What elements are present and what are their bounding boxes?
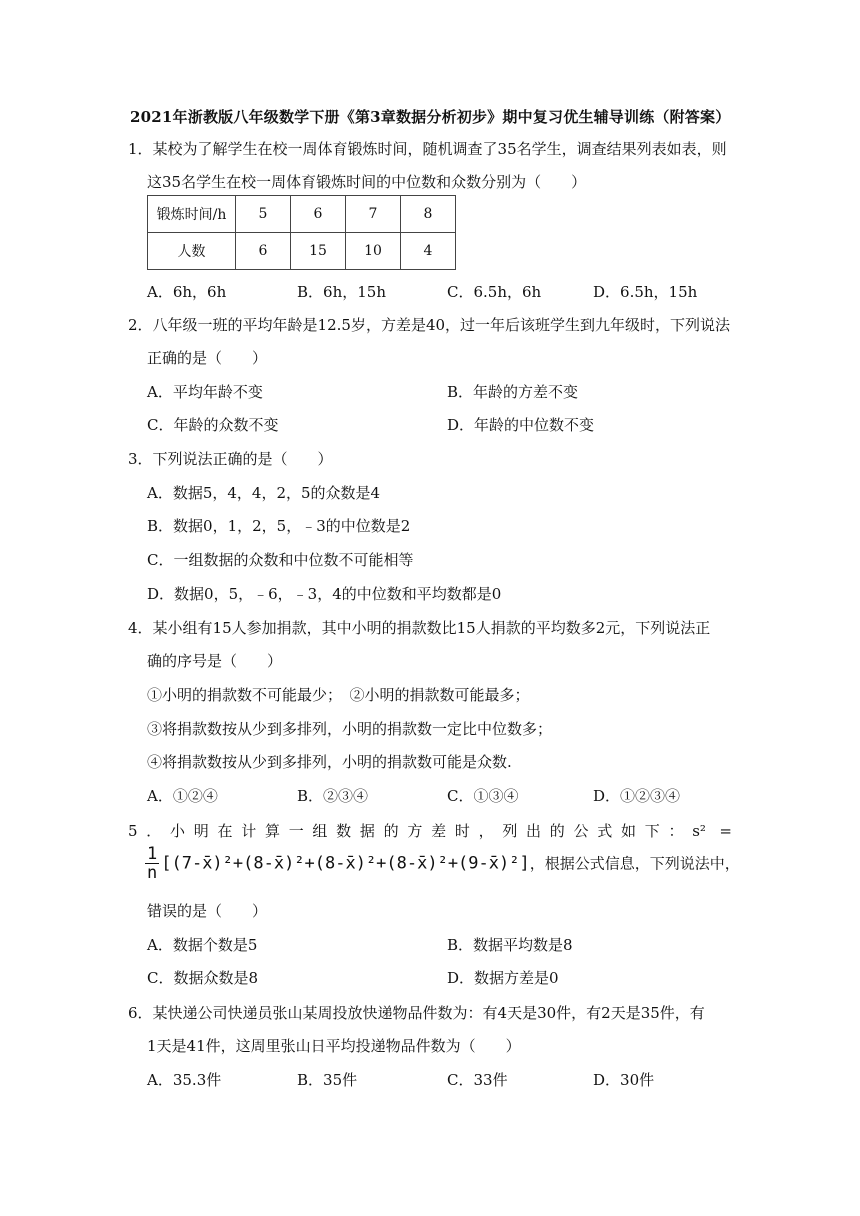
formula-denominator: n [147,863,158,883]
table-cell: 7 [346,196,401,233]
q1-line2: 这35名学生在校一周体育锻炼时间的中位数和众数分别为（ ） [147,173,587,191]
q6-option-a: A．35.3件 [147,1071,222,1089]
q4-statement-3: ③将捐款数按从少到多排列，小明的捐款数一定比中位数多； [147,720,553,738]
q5-line3: 错误的是（ ） [147,902,268,920]
table-cell: 6 [291,196,346,233]
q2-option-b: B．年龄的方差不变 [447,383,579,401]
q1-option-a: A．6h，6h [147,283,227,301]
q6-line2: 1天是41件，这周里张山日平均投递物品件数为（ ） [147,1037,521,1055]
q5-option-a: A．数据个数是5 [147,936,258,954]
q3-option-b: B．数据0，1，2，5，﹣3的中位数是2 [147,517,411,535]
table-cell: 4 [401,233,456,270]
table-cell: 8 [401,196,456,233]
formula-numerator: 1 [147,844,158,864]
q3-option-a: A．数据5，4，4，2，5的众数是4 [147,484,381,502]
q4-line1: 4．某小组有15人参加捐款，其中小明的捐款数比15人捐款的平均数多2元，下列说法正 [128,619,711,637]
q2-line2: 正确的是（ ） [147,349,268,367]
exercise-time-table [147,195,456,270]
q3-option-d: D．数据0，5，﹣6，﹣3，4的中位数和平均数都是0 [147,585,502,603]
q2-line1: 2．八年级一班的平均年龄是12.5岁，方差是40，过一年后该班学生到九年级时，下列说法 [128,316,731,334]
q5-option-b: B．数据平均数是8 [447,936,573,954]
table-cell: 15 [291,233,346,270]
q5-line1: 5．小明在计算一组数据的方差时，列出的公式如下：s² = [128,822,732,840]
q5-line2-tail: ，根据公式信息，下列说法中， [529,854,740,873]
q4-option-d: D．①②③④ [593,787,681,805]
q5-option-d: D．数据方差是0 [447,969,559,987]
variance-formula [145,845,740,882]
table-cell: 5 [236,196,291,233]
q5-option-c: C．数据众数是8 [147,969,259,987]
q3-option-c: C．一组数据的众数和中位数不可能相等 [147,551,414,569]
q6-line1: 6．某快递公司快递员张山某周投放快递物品件数为：有4天是30件，有2天是35件，有 [128,1004,705,1022]
q6-option-b: B．35件 [297,1071,358,1089]
formula-fraction [145,845,159,882]
q3-line1: 3．下列说法正确的是（ ） [128,450,333,468]
formula-body: [(7-x̄)²+(8-x̄)²+(8-x̄)²+(8-x̄)²+(9-x̄)²] [161,853,530,874]
q4-option-b: B．②③④ [297,787,369,805]
q2-option-d: D．年龄的中位数不变 [447,416,595,434]
q1-option-c: C．6.5h，6h [447,283,542,301]
q4-option-a: A．①②④ [147,787,218,805]
q4-statement-1-2: ①小明的捐款数不可能最少； ②小明的捐款数可能最多； [147,686,530,704]
q1-option-d: D．6.5h，15h [593,283,698,301]
table-cell: 10 [346,233,401,270]
q1-line1: 1．某校为了解学生在校一周体育锻炼时间，随机调查了35名学生，调查结果列表如表，则 [128,140,727,158]
table-header-cell: 锻炼时间/h [148,196,236,233]
q4-line2: 确的序号是（ ） [147,652,283,670]
table-header-cell: 人数 [148,233,236,270]
table-row [148,233,456,270]
q1-option-b: B．6h，15h [297,283,386,301]
q4-option-c: C．①③④ [447,787,519,805]
q4-statement-4: ④将捐款数按从少到多排列，小明的捐款数可能是众数. [147,753,512,771]
table-row [148,196,456,233]
q2-option-a: A．平均年龄不变 [147,383,263,401]
q2-option-c: C．年龄的众数不变 [147,416,279,434]
q6-option-c: C．33件 [447,1071,508,1089]
table-cell: 6 [236,233,291,270]
q6-option-d: D．30件 [593,1071,655,1089]
page-title: 2021年浙教版八年级数学下册《第3章数据分析初步》期中复习优生辅导训练（附答案） [130,108,731,126]
